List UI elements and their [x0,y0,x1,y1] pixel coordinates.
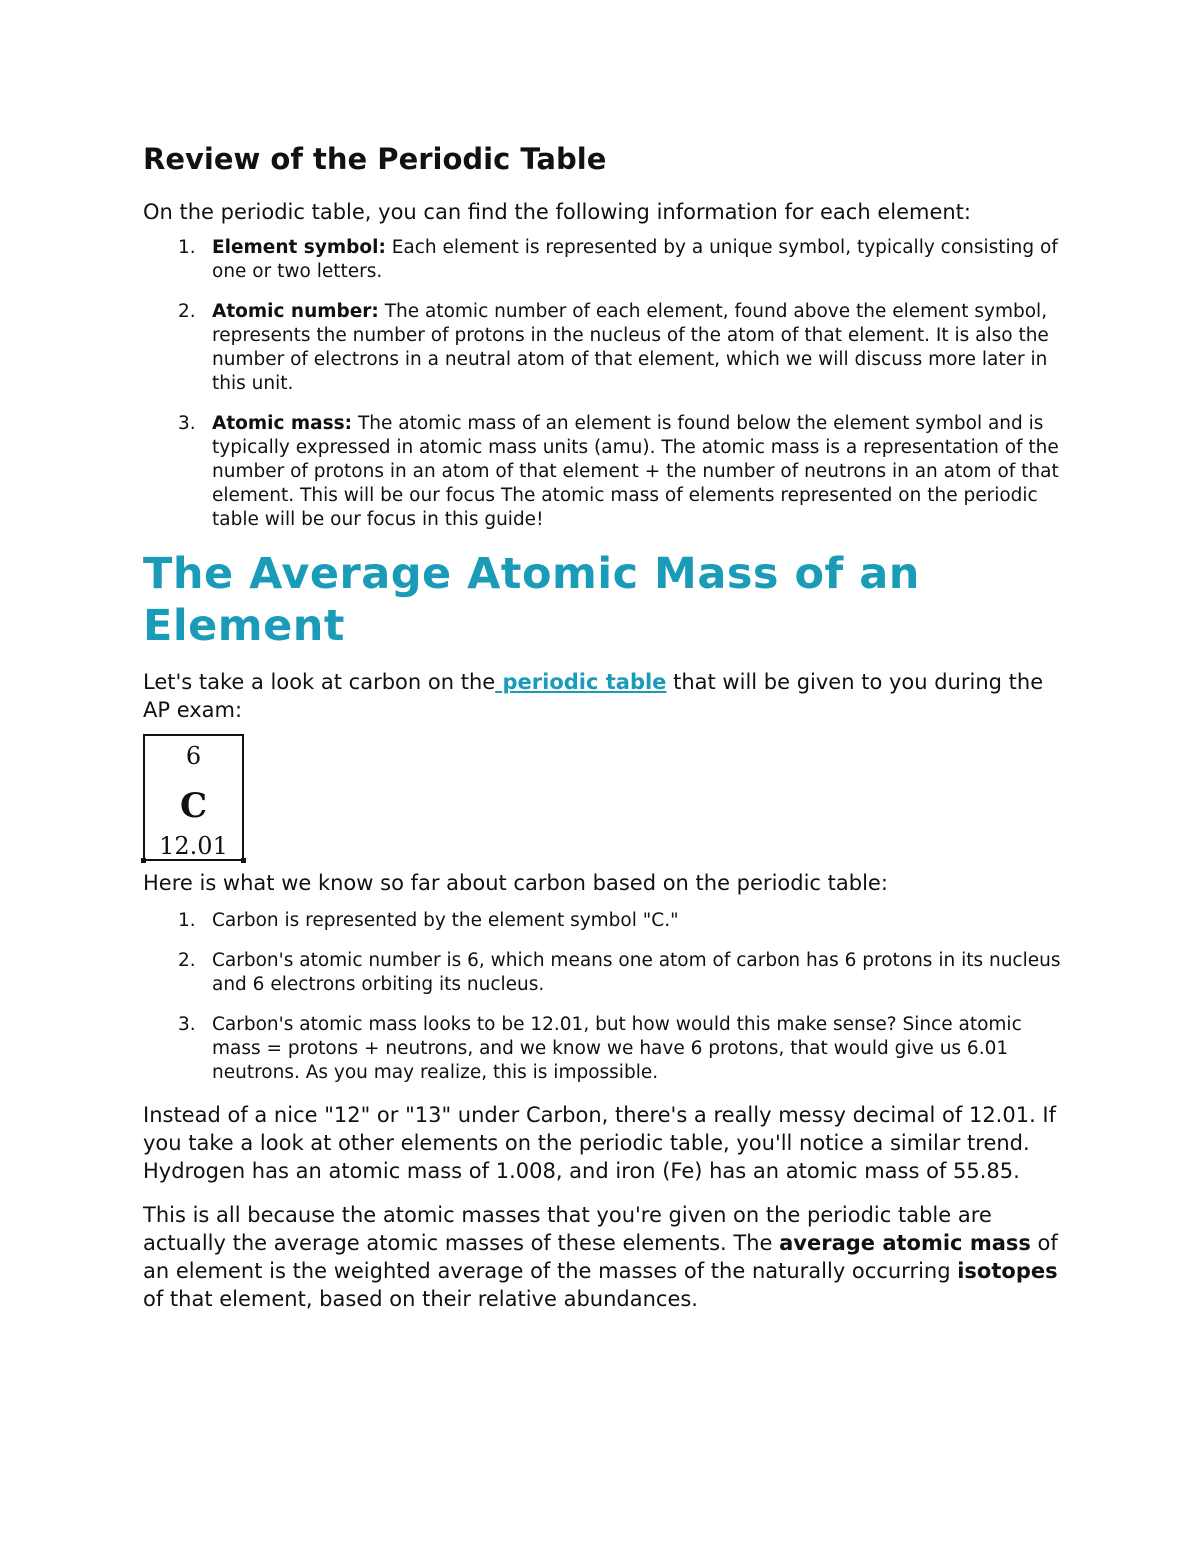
term-label: Element symbol: [212,237,386,258]
bold-term: average atomic mass [779,1231,1031,1255]
list-item [143,1013,1073,1085]
paragraph-average [143,1201,1073,1313]
list-text: Carbon's atomic mass looks to be 12.01, but how would this make sense? Since atomic mass = protons + neutrons, and we know we have 6 protons, that would give us 6.01 neutrons. As you may realize, this is impossible. [212,1014,1022,1083]
paragraph-text: of that element, based on their relative abundances. [143,1287,698,1311]
lead-paragraph [143,668,1073,724]
paragraph-text: This is all because the atomic masses that you're given on the periodic table are actually the average atomic masses of these elements. The [143,1203,992,1255]
atomic-number: 6 [185,742,202,770]
carbon-intro: Here is what we know so far about carbon based on the periodic table: [143,871,888,895]
carbon-element-tile [143,734,244,861]
paragraph-decimal: Instead of a nice "12" or "13" under Carbon, there's a really messy decimal of 12.01. If you take a look at other elements on the periodic table, you'll notice a similar trend. Hydrogen has an atomic mass of 1.008, and iron (Fe) has an atomic mass of 55.85. [143,1103,1057,1183]
list-item [143,909,1073,933]
list-text: Carbon is represented by the element symbol "C." [212,910,679,931]
term-description: The atomic number of each element, found above the element symbol, represents the number of protons in the nucleus of the atom of that element. It is also the number of electrons in a neutral atom of that element, which we will discuss more later in this unit. [212,301,1049,394]
corner-mark [241,858,246,863]
list-item [143,412,1073,532]
lead-text-after: that will be given to you during the AP exam: [143,670,1044,722]
paragraph-text: of an element is the weighted average of the masses of the naturally occurring [143,1231,1058,1283]
list-text: Carbon's atomic number is 6, which means one atom of carbon has 6 protons in its nucleus and 6 electrons orbiting its nucleus. [212,950,1061,995]
term-label: Atomic number: [212,301,379,322]
list-number: 1. [178,910,196,931]
review-heading: Review of the Periodic Table [143,142,607,176]
list-number: 2. [178,301,196,322]
list-number: 3. [178,413,196,434]
lead-text-before: Let's take a look at carbon on the [143,670,496,694]
section-heading: The Average Atomic Mass of an Element [143,549,920,651]
list-number: 2. [178,950,196,971]
term-description: Each element is represented by a unique symbol, typically consisting of one or two letters. [212,237,1058,282]
document-content [143,140,1073,1313]
list-item [143,949,1073,997]
term-description: The atomic mass of an element is found below the element symbol and is typically expressed in atomic mass units (amu). The atomic mass is a representation of the number of protons in an atom of that element + the number of neutrons in an atom of that element. This will be our focus The atomic mass of elements represented on the periodic table will be our focus in this guide! [212,413,1059,530]
list-number: 3. [178,1014,196,1035]
periodic-table-link[interactable]: periodic table [495,670,667,694]
carbon-list [143,909,1073,1085]
list-number: 1. [178,237,196,258]
term-label: Atomic mass: [212,413,353,434]
review-list [143,236,1073,532]
review-intro: On the periodic table, you can find the following information for each element: [143,200,971,224]
element-symbol: C [179,786,208,826]
list-item [143,300,1073,396]
bold-term: isotopes [957,1259,1058,1283]
atomic-mass: 12.01 [159,832,228,860]
list-item [143,236,1073,284]
corner-mark [141,858,146,863]
